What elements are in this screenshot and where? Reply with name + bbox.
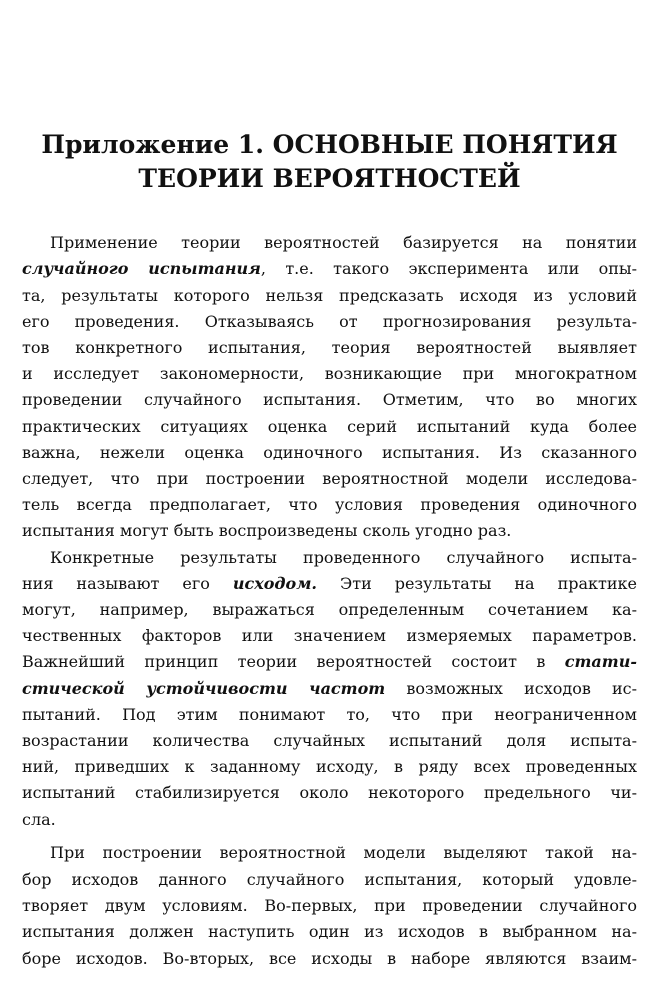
- paragraph-2-line: пытаний. Под этим понимают то, что при неограниченном: [22, 705, 637, 724]
- term-outcome: исходом.: [232, 574, 317, 593]
- term-statistical-stability: стати-: [564, 652, 637, 671]
- term-random-trial: случайного испытания: [22, 259, 261, 278]
- paragraph-3-line: При построении вероятностной модели выделяют такой на-: [50, 843, 637, 862]
- paragraph-2-line: возрастании количества случайных испытаний доля испыта-: [22, 731, 637, 750]
- paragraph-1-line: следует, что при построении вероятностной модели исследова-: [22, 469, 637, 488]
- paragraph-1-line: важна, нежели оценка одиночного испытания. Из сказанного: [22, 443, 637, 462]
- paragraph-1-line: та, результаты которого нельзя предсказать исходя из условий: [22, 286, 637, 305]
- paragraph-2-line: испытаний стабилизируется около некоторого предельного чи-: [22, 783, 637, 802]
- text-run: Важнейший принцип теории вероятностей состоит в: [22, 652, 565, 671]
- paragraph-1-line: [22, 256, 637, 282]
- paragraph-3-line: бор исходов данного случайного испытания, который удовле-: [22, 870, 637, 889]
- paragraph-1-line: тель всегда предполагает, что условия проведения одиночного: [22, 495, 637, 514]
- paragraph-1-line: практических ситуациях оценка серий испытаний куда более: [22, 417, 637, 436]
- text-run: возможных исходов ис-: [385, 679, 637, 698]
- paragraph-3-line: боре исходов. Во-вторых, все исходы в наборе являются взаим-: [22, 949, 637, 968]
- paragraph-2-line: сла.: [22, 810, 56, 829]
- chapter-title-line-1: Приложение 1. ОСНОВНЫЕ ПОНЯТИЯ: [41, 130, 618, 159]
- term-statistical-stability: стической устойчивости частот: [22, 679, 386, 698]
- paragraph-1-line: его проведения. Отказываясь от прогнозирования результа-: [22, 312, 637, 331]
- paragraph-2-line: [22, 676, 637, 702]
- paragraph-1-line: Применение теории вероятностей базируется на понятии: [50, 233, 637, 252]
- paragraph-2-line: [22, 571, 637, 597]
- paragraph-2-line: [22, 649, 637, 675]
- chapter-title-line-2: ТЕОРИИ ВЕРОЯТНОСТЕЙ: [138, 164, 521, 193]
- paragraph-2-line: могут, например, выражаться определенным сочетанием ка-: [22, 600, 637, 619]
- text-run: Эти результаты на практике: [317, 574, 637, 593]
- paragraph-1-line: проведении случайного испытания. Отметим, что во многих: [22, 390, 637, 409]
- paragraph-2-line: Конкретные результаты проведенного случайного испыта-: [50, 548, 637, 567]
- paragraph-2-line: чественных факторов или значением измеряемых параметров.: [22, 626, 637, 645]
- paragraph-3-line: творяет двум условиям. Во-первых, при проведении случайного: [22, 896, 637, 915]
- paragraph-2-line: ний, приведших к заданному исходу, в ряду всех проведенных: [22, 757, 637, 776]
- paragraph-1-line: испытания могут быть воспроизведены сколь угодно раз.: [22, 521, 512, 540]
- paragraph-3-line: испытания должен наступить один из исходов в выбранном на-: [22, 922, 637, 941]
- text-run: ния называют его: [22, 574, 233, 593]
- paragraph-1-line: тов конкретного испытания, теория вероятностей выявляет: [22, 338, 637, 357]
- text-run: , т.е. такого эксперимента или опы-: [260, 259, 638, 278]
- paragraph-1-line: и исследует закономерности, возникающие при многократном: [22, 364, 637, 383]
